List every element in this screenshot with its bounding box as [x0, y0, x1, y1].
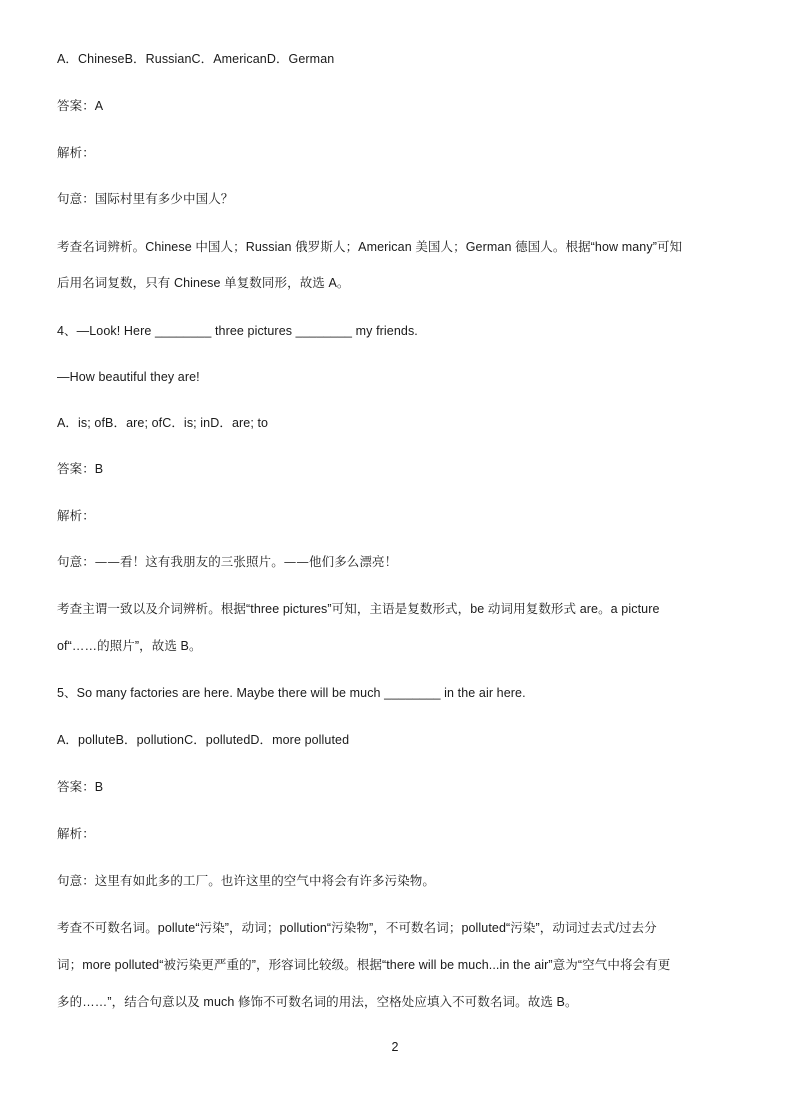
q4-translation: 句意：——看！这有我朋友的三张照片。——他们多么漂亮！	[57, 554, 398, 569]
q4-question-reply: —How beautiful they are!	[57, 370, 200, 384]
page-number: 2	[391, 1040, 399, 1054]
q5-options: A．polluteB．pollutionC．pollutedD．more polluted	[57, 733, 350, 747]
q3-explanation-line-1: 考查名词辨析。Chinese 中国人；Russian 俄罗斯人；American 美国人；German 德国人。根据“how many”可知	[57, 240, 683, 254]
q4-analysis-label: 解析：	[57, 509, 95, 523]
q4-answer: 答案：B	[57, 462, 104, 476]
q5-answer: 答案：B	[57, 780, 104, 794]
q5-explanation-line-3: 多的……”，结合句意以及 much 修饰不可数名词的用法，空格处应填入不可数名词。故选 B。	[57, 995, 578, 1009]
q4-options: A．is; ofB．are; ofC．is; inD．are; to	[57, 416, 269, 430]
q5-explanation-line-2: 词；more polluted“被污染更严重的”，形容词比较级。根据“there will be much...in the air”意为“空气中将会有更	[57, 958, 671, 972]
q3-explanation-line-2: 后用名词复数，只有 Chinese 单复数同形，故选 A。	[57, 276, 350, 290]
q4-explanation-line-1: 考查主谓一致以及介词辨析。根据“three pictures”可知，主语是复数形式，be 动词用复数形式 are。a picture	[57, 602, 660, 616]
q3-answer: 答案：A	[57, 99, 104, 113]
q5-question: 5、So many factories are here. Maybe there will be much ________ in the air here.	[57, 686, 526, 700]
q5-explanation-line-1: 考查不可数名词。pollute“污染”，动词；pollution“污染物”，不可数名词；polluted“污染”，动词过去式/过去分	[57, 921, 657, 935]
q3-analysis-label: 解析：	[57, 146, 95, 160]
q4-question: 4、—Look! Here ________ three pictures ________ my friends.	[57, 324, 418, 338]
q5-translation: 句意：这里有如此多的工厂。也许这里的空气中将会有许多污染物。	[57, 873, 436, 888]
q3-translation: 句意：国际村里有多少中国人？	[57, 191, 234, 206]
q4-explanation-line-2: of“……的照片”，故选 B。	[57, 639, 202, 653]
q3-options: A．ChineseB．RussianC．AmericanD．German	[57, 52, 335, 66]
q5-analysis-label: 解析：	[57, 827, 95, 841]
